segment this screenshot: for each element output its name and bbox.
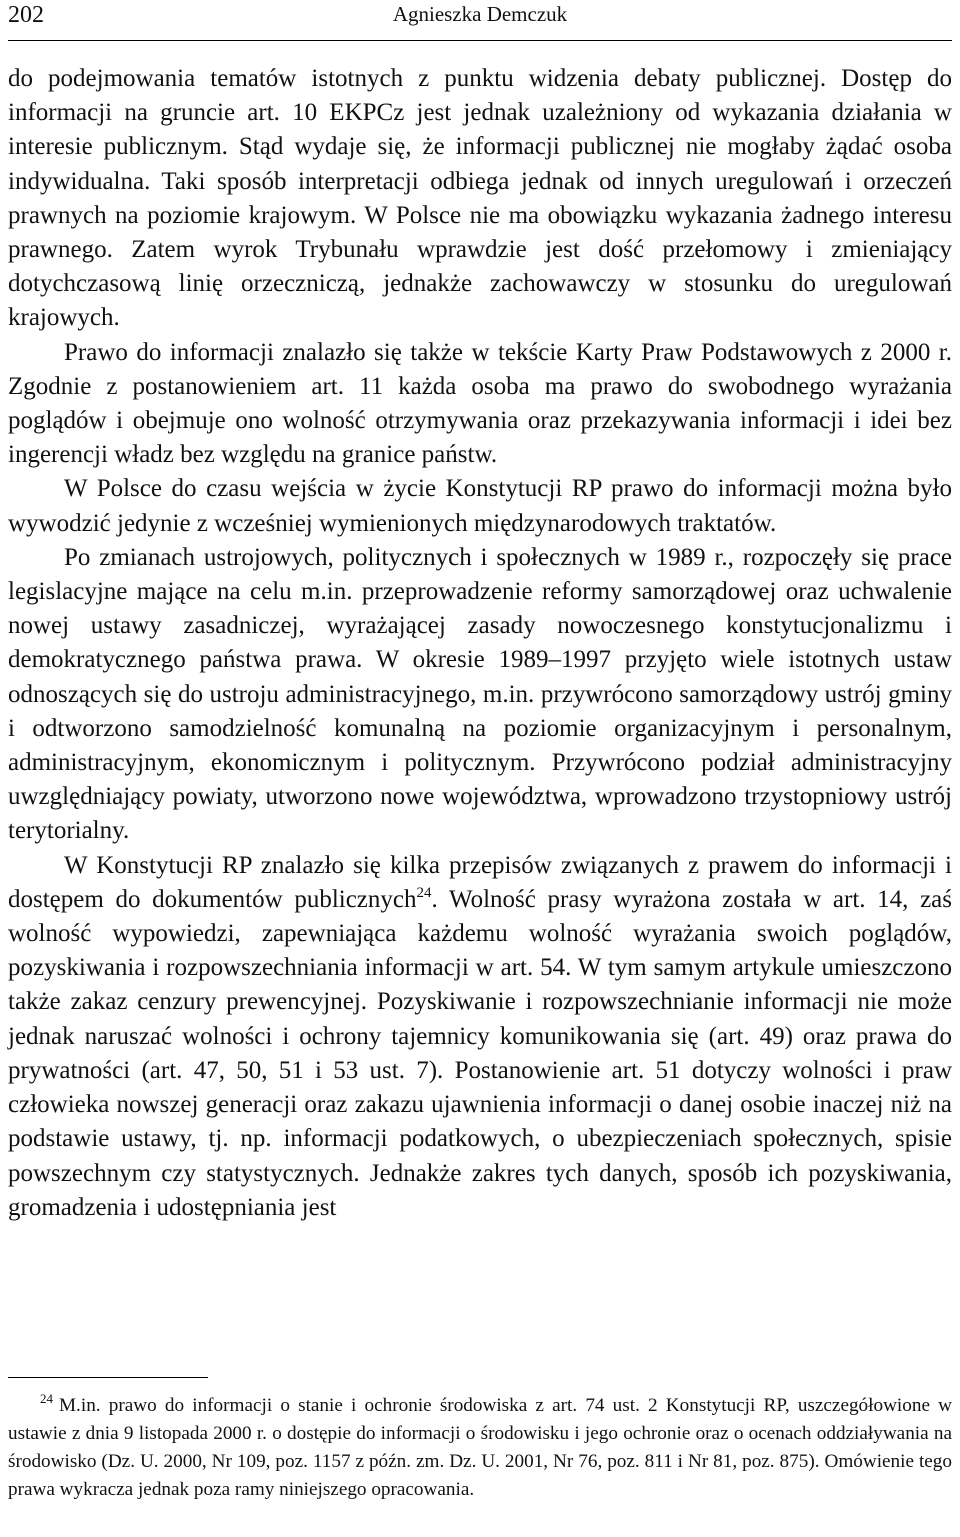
paragraph-text: Prawo do informacji znalazło się także w tekście Karty Praw Podstawowych z 2000 r. Zgodnie z postanowieniem art. 11 każda osoba ma prawo do swobodnego wyrażania poglądów i obejmuje ono wolność otrzymywania oraz przekazywania informacji i idei bez ingerencji władz bez względu na granice państw. bbox=[8, 338, 952, 469]
paragraph-text: W Konstytucji RP znalazło się kilka przepisów związanych z prawem do informacji i dostępem do dokumentów publicznych bbox=[8, 851, 952, 913]
footnote-number: 24 bbox=[40, 1391, 53, 1406]
paragraph bbox=[8, 472, 952, 540]
footnote bbox=[8, 1392, 952, 1504]
page-header bbox=[8, 0, 952, 41]
running-head: Agnieszka Demczuk bbox=[392, 2, 568, 26]
paragraph bbox=[8, 541, 952, 849]
paragraph-text: W Polsce do czasu wejścia w życie Konstytucji RP prawo do informacji można było wywodzić jedynie z wcześniej wymienionych międzynarodowych traktatów. bbox=[8, 475, 952, 537]
footnote-divider bbox=[8, 1377, 208, 1378]
paragraph-text: Po zmianach ustrojowych, politycznych i społecznych w 1989 r., rozpoczęły się prace legislacyjne mające na celu m.in. przeprowadzenie reformy samorządowej oraz uchwalenie nowej ustawy zasadniczej, wyrażającej zasady nowoczesnego konstytucjonalizmu i demokratycznego państwa prawa. W okresie 1989–1997 przyjęto wiele istotnych ustaw odnoszących się do ustroju administracyjnego, m.in. przywrócono samorządowy ustrój gminy i odtworzono samodzielność komunalną na poziomie organizacyjnym i personalnym, administracyjnym, ekonomicznym i politycznym. Przywrócono podział administracyjny uwzględniający powiaty, utworzono nowe województwa, wprowadzono trzystopniowy ustrój terytorialny. bbox=[8, 543, 952, 845]
paragraph-text: . Wolność prasy wyrażona została w art. 14, zaś wolność wypowiedzi, zapewniająca każdemu wolność wyrażania swoich poglądów, pozyskiwania i rozpowszechniania informacji w art. 54. W tym samym artykule umieszczono także zakaz cenzury prewencyjnej. Pozyskiwanie i rozpowszechnianie informacji nie może jednak naruszać wolności i ochrony tajemnicy komunikowania się (art. 49) oraz prawa do prywatności (art. 47, 50, 51 i 53 ust. 7). Postanowienie art. 51 dotyczy wolności i praw człowieka nowszej generacji oraz zakazu ujawnienia informacji o danej osobie inaczej niż na podstawie ustawy, tj. np. informacji podatkowych, o ubezpieczeniach społecznych, spisie powszechnym czy statystycznych. Jednakże zakres tych danych, sposób ich pozyskiwania, gromadzenia i udostępniania jest bbox=[8, 885, 952, 1221]
footnote-text: M.in. prawo do informacji o stanie i ochronie środowiska z art. 74 ust. 2 Konstytucji RP, uszczegółowione w ustawie z dnia 9 listopada 2000 r. o dostępie do informacji o środowisku i jego ochronie oraz o ocenach oddziaływania na środowisko (Dz. U. 2000, Nr 109, poz. 1157 z późn. zm. Dz. U. 2001, Nr 76, poz. 811 i Nr 81, poz. 875). Omówienie tego prawa wykracza jednak poza ramy niniejszego opracowania. bbox=[8, 1395, 952, 1500]
paragraph bbox=[8, 849, 952, 1225]
page-number: 202 bbox=[8, 2, 44, 28]
body-text bbox=[8, 62, 952, 1225]
paragraph bbox=[8, 62, 952, 336]
footnote-reference[interactable]: 24 bbox=[416, 884, 432, 901]
paragraph bbox=[8, 336, 952, 473]
paragraph-text: do podejmowania tematów istotnych z punktu widzenia debaty publicznej. Dostęp do informacji na gruncie art. 10 EKPCz jest jednak uzależniony od wykazania działania w interesie publicznym. Stąd wydaje się, że informacji publicznej nie mogłaby żądać osoba indywidualna. Taki sposób interpretacji odbiega jednak od innych uregulowań i orzeczeń prawnych na poziomie krajowym. W Polsce nie ma obowiązku wykazania żadnego interesu prawnego. Zatem wyrok Trybunału wprawdzie jest dość przełomowy i zmieniający dotychczasową linię orzeczniczą, jednakże zachowawczy w stosunku do uregulowań krajowych. bbox=[8, 65, 952, 332]
